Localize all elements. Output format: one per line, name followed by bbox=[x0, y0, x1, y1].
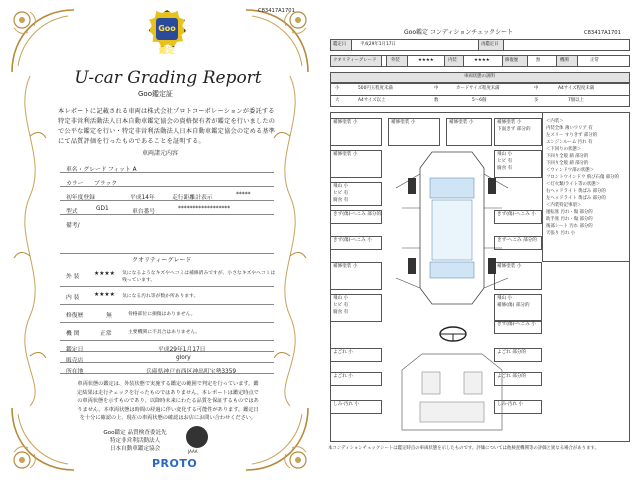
row-color bbox=[60, 174, 274, 187]
size-small-desc: 500円玉程度未満 bbox=[358, 86, 393, 91]
condition-cell-text: 補修塗装 小 bbox=[497, 264, 522, 269]
condition-cell-text: よごれ 部分的 bbox=[497, 350, 527, 355]
ornament-corner-icon bbox=[8, 404, 78, 474]
interior-stars: ★★★★ bbox=[94, 292, 115, 298]
condition-cell-text: きず(傷)-へこみ 小 bbox=[333, 238, 372, 243]
certificate-intro: 本レポートに記載される車両は株式会社プロトコーポレーションが委託する特定非営利活動法人日本自動車鑑定協会の資格保有者が鑑定を行いましたので公平な鑑定を行い・特定非営利活動法人日本自動車鑑定協会の定める基準にて品質評価を行ったものであることを証明する。 bbox=[58, 108, 276, 145]
row-appraisal-date bbox=[60, 342, 274, 352]
size-l-desc: A4サイズ程度未満 bbox=[558, 86, 595, 91]
condition-cell-text: 下面きず 部分的 bbox=[497, 127, 531, 132]
interior-note-line: ＜灯火類/ライト等の状態＞ bbox=[546, 182, 601, 187]
condition-cell-text: 補修塗装 小 bbox=[391, 120, 416, 125]
sheet-interior-label: 内装 bbox=[448, 58, 457, 63]
interior-note-line: ＜内装＞ bbox=[546, 119, 564, 124]
condition-cell bbox=[330, 182, 382, 206]
condition-cell bbox=[330, 210, 382, 224]
seal-text: Goo鑑定 bbox=[156, 18, 178, 40]
condition-cell bbox=[330, 262, 382, 290]
row-dealer bbox=[60, 353, 274, 363]
interior-note-line: 運転席 汚れ・傷 部分的 bbox=[546, 210, 593, 215]
exterior-note-2: 残っています。 bbox=[122, 278, 156, 283]
interior-label: 内 装 bbox=[66, 295, 80, 301]
condition-cell bbox=[330, 236, 382, 250]
exterior-note-1: 気になるようなキズやヘコミは補修済みですが、小さなキズやヘコミは bbox=[122, 271, 276, 276]
condition-cell bbox=[330, 294, 382, 322]
interior-note-line: 後部シート 汚れ 部分的 bbox=[546, 224, 593, 229]
row-note bbox=[60, 216, 274, 254]
condition-cell-text: 腐食 有 bbox=[333, 198, 349, 203]
interior-note-line: 助手席 汚れ・傷 部分的 bbox=[546, 217, 593, 222]
condition-cell-text: ヒビ 有 bbox=[497, 159, 513, 164]
first-reg-label: 初年度登録 bbox=[66, 195, 95, 201]
proto-logo: PROTO bbox=[152, 457, 198, 470]
chassis-label: 車台番号 bbox=[132, 209, 156, 215]
jaaa-logo bbox=[186, 426, 208, 448]
size-mid-label: 中 bbox=[434, 86, 439, 91]
condition-cell bbox=[330, 150, 382, 178]
interior-note-line: エンジンルーム 汚れ 有 bbox=[546, 140, 593, 145]
model-label: 型式 bbox=[66, 209, 78, 215]
mechanism-note: 主要機関に不具合はありません。 bbox=[128, 330, 201, 335]
interior-note-line: 右ヘッドライト 黄ばみ 部分的 bbox=[546, 189, 606, 194]
condition-cell-text: しみ-汚れ 小 bbox=[333, 402, 360, 407]
exterior-stars: ★★★★ bbox=[94, 271, 115, 277]
condition-cell-text: よごれ 小 bbox=[333, 350, 353, 355]
condition-cell-text: 補修塗装 小 bbox=[333, 120, 358, 125]
ornament-corner-icon bbox=[8, 6, 78, 76]
steering-wheel-icon bbox=[438, 325, 468, 343]
condition-cell-text: きず(傷)-へこみ 部分的 bbox=[333, 212, 382, 217]
condition-cell-text: きず(傷)-へこみ 小 bbox=[497, 212, 536, 217]
sheet-mechanism-value: 正常 bbox=[590, 58, 599, 63]
repair-label: 修復歴 bbox=[66, 313, 84, 319]
condition-cell-text: 補修塗装 小 bbox=[333, 264, 358, 269]
row-first-registration bbox=[60, 188, 274, 201]
color-value: ブラック bbox=[94, 181, 118, 187]
repair-note: 骨格部位に損傷はありません。 bbox=[128, 312, 196, 317]
condition-cell-text: しみ-汚れ 小 bbox=[497, 402, 524, 407]
sheet-exterior-label: 外装 bbox=[391, 58, 400, 63]
row-model bbox=[60, 202, 274, 215]
row-interior bbox=[60, 288, 274, 305]
interior-note-line: フロントウインドウ 飛び石傷 部分的 bbox=[546, 175, 619, 180]
condition-cell bbox=[330, 118, 382, 146]
footer-line-1: Goo鑑定 品質検査委託先 bbox=[103, 430, 167, 436]
location-value: 兵庫県神戸市西区神出町宝勢3359 bbox=[146, 369, 237, 375]
footer-line-3: 日本自動車鑑定協会 bbox=[109, 446, 161, 452]
date-label: 鑑定日 bbox=[333, 42, 347, 47]
count-mid-label: 数 bbox=[434, 98, 439, 103]
grading-certificate bbox=[8, 6, 312, 474]
size-large-label: 大 bbox=[335, 98, 340, 103]
condition-cell-text: 腐食 有 bbox=[497, 166, 513, 171]
model-value: GD1 bbox=[96, 206, 109, 212]
interior-note-line: 内装全体 薄いワリア 有 bbox=[546, 126, 593, 131]
section-quality: クオリティーグレード bbox=[132, 257, 192, 264]
dealer-label: 販売店 bbox=[66, 358, 84, 364]
certificate-remarks: 車両状態の鑑定は、外装状態で実施する鑑定の範囲で判定を行っています。鑑定結果は走行チェックを行ったものではありません。本レポートは鑑定時点での車両状態を示すものであり、以降時未来にわたる品質を保証するものではありません。本車両状態は時間の経過に伴い変化する可能性があります。鑑定日を十分に確認の上、現在の車両状態の確認はお店にお問い合わせください。 bbox=[77, 381, 259, 422]
count-mid-desc: 5〜6個 bbox=[472, 98, 487, 103]
interior-note-line: 左ヘッドライト 黄ばみ 部分的 bbox=[546, 196, 606, 201]
certificate-footer bbox=[90, 429, 180, 453]
condition-cell-text: 飛山 小 bbox=[497, 296, 513, 301]
repair-value: 無 bbox=[106, 313, 112, 319]
condition-cell bbox=[330, 348, 382, 362]
footer-line-2: 特定非営利活動法人 bbox=[109, 438, 161, 444]
chassis-value: ****************** bbox=[178, 206, 231, 212]
condition-cell-text: よごれ 小 bbox=[333, 374, 353, 379]
car-top-view-icon bbox=[392, 148, 512, 308]
mileage-value: ***** bbox=[236, 192, 251, 198]
sheet-repair-value: 無 bbox=[536, 58, 541, 63]
ornament-corner-icon bbox=[242, 6, 312, 76]
condition-cell-text: 飛山 小 bbox=[333, 296, 349, 301]
condition-cell-text: 補修塗装 小 bbox=[333, 152, 358, 157]
goo-seal-logo bbox=[148, 10, 186, 55]
interior-note-line: ＜ウィンドウ部の状態＞ bbox=[546, 168, 595, 173]
date-value: 平成29年1月17日 bbox=[360, 42, 396, 47]
car-grade-value: フィット A bbox=[108, 167, 137, 173]
condition-cell bbox=[494, 320, 542, 334]
exterior-label: 外 装 bbox=[66, 274, 80, 280]
condition-cell-text: ヒビ 有 bbox=[333, 303, 349, 308]
interior-note-line: ＜内装特記事項＞ bbox=[546, 203, 582, 208]
interior-note-line: ＜下回りの状態＞ bbox=[546, 147, 582, 152]
car-interior-icon bbox=[392, 350, 512, 438]
condition-cell-text: ヒビ 有 bbox=[333, 191, 349, 196]
mechanism-value: 正常 bbox=[100, 331, 112, 337]
mileage-label: 走行距離計表示 bbox=[172, 195, 213, 201]
dealer-value: glory bbox=[176, 355, 191, 361]
mechanism-label: 機 関 bbox=[66, 331, 80, 337]
count-many-desc: 7個以上 bbox=[568, 98, 584, 103]
reappraisal-label: 再鑑定日 bbox=[481, 42, 499, 47]
size-mid-desc: カードサイズ程度未満 bbox=[456, 86, 500, 91]
certificate-title: U-car Grading Report bbox=[74, 68, 262, 88]
appraisal-date-value: 平成29年1月17日 bbox=[158, 347, 206, 353]
appraisal-date-label: 鑑定日 bbox=[66, 347, 84, 353]
sheet-exterior-stars: ★★★★ bbox=[418, 58, 434, 63]
condition-cell bbox=[330, 400, 382, 414]
condition-cell-text: 飛山 小 bbox=[497, 152, 513, 157]
certificate-code: C83417A1701 bbox=[258, 8, 295, 14]
jaaa-label: JAAA bbox=[188, 449, 198, 454]
color-label: カラー bbox=[66, 181, 84, 187]
explain-title: 車両状態の説明 bbox=[464, 74, 495, 79]
size-large-desc: A4サイズ以上 bbox=[358, 98, 386, 103]
sheet-title: Goo鑑定 コンディションチェックシート bbox=[404, 29, 514, 36]
condition-cell-text: よごれ 部分的 bbox=[497, 374, 527, 379]
row-exterior bbox=[60, 267, 274, 287]
condition-cell-text: 補修塗装 小 bbox=[497, 120, 522, 125]
count-many-label: 多 bbox=[534, 98, 539, 103]
row-location bbox=[60, 364, 274, 374]
row-car-grade bbox=[60, 160, 274, 173]
sheet-mechanism-label: 機関 bbox=[560, 58, 569, 63]
condition-cell bbox=[388, 118, 440, 146]
condition-cell-text: 補修塗装 小 bbox=[449, 120, 474, 125]
size-small-label: 小 bbox=[335, 86, 340, 91]
condition-cell bbox=[494, 118, 542, 146]
sheet-code: C83417A1701 bbox=[584, 30, 621, 36]
car-grade-label: 車名・グレード bbox=[66, 167, 107, 173]
size-l-label: 中 bbox=[534, 86, 539, 91]
condition-cell-text: きず-へこみ 部分的 bbox=[497, 238, 537, 243]
section-vehicle: 車両諸元内容 bbox=[142, 150, 179, 157]
condition-check-sheet bbox=[322, 0, 640, 480]
note-label: 備考/ bbox=[66, 223, 80, 229]
location-label: 所在地 bbox=[66, 369, 84, 375]
interior-note-line: 天張り 汚れ 小 bbox=[546, 231, 576, 236]
interior-note-line: 左スリー すりきず 部分的 bbox=[546, 133, 598, 138]
grade-label: クオリティーグレード bbox=[333, 58, 377, 63]
condition-cell-text: 腐食 有 bbox=[333, 310, 349, 315]
ornament-vine-icon bbox=[10, 76, 50, 406]
sheet-repair-label: 修復歴 bbox=[505, 58, 519, 63]
condition-cell bbox=[446, 118, 492, 146]
interior-note-line: 下回り全般 錆 部分的 bbox=[546, 154, 589, 159]
condition-cell-text: 飛山 小 bbox=[333, 184, 349, 189]
row-repair-history bbox=[60, 306, 274, 323]
condition-cell-text: きず(傷)-へこみ 小 bbox=[497, 322, 536, 327]
condition-cell-text: 補修(傷) 部分的 bbox=[497, 303, 530, 308]
interior-note: 気になる汚れ等が数か所あります。 bbox=[122, 294, 199, 299]
sheet-interior-stars: ★★★★ bbox=[474, 58, 490, 63]
certificate-subtitle: Goo鑑定証 bbox=[138, 90, 173, 98]
interior-note-line: 下回り全般 錆 部分的 bbox=[546, 161, 589, 166]
first-reg-value: 平成14年 bbox=[130, 195, 155, 201]
condition-cell bbox=[330, 372, 382, 386]
sheet-footer-note: 本コンディションチェックシートは鑑定時点の車両状態を示したものです。評価については他検査機関等の評価と異なる場合があります。 bbox=[328, 446, 599, 451]
interior-notes-list bbox=[546, 118, 630, 237]
